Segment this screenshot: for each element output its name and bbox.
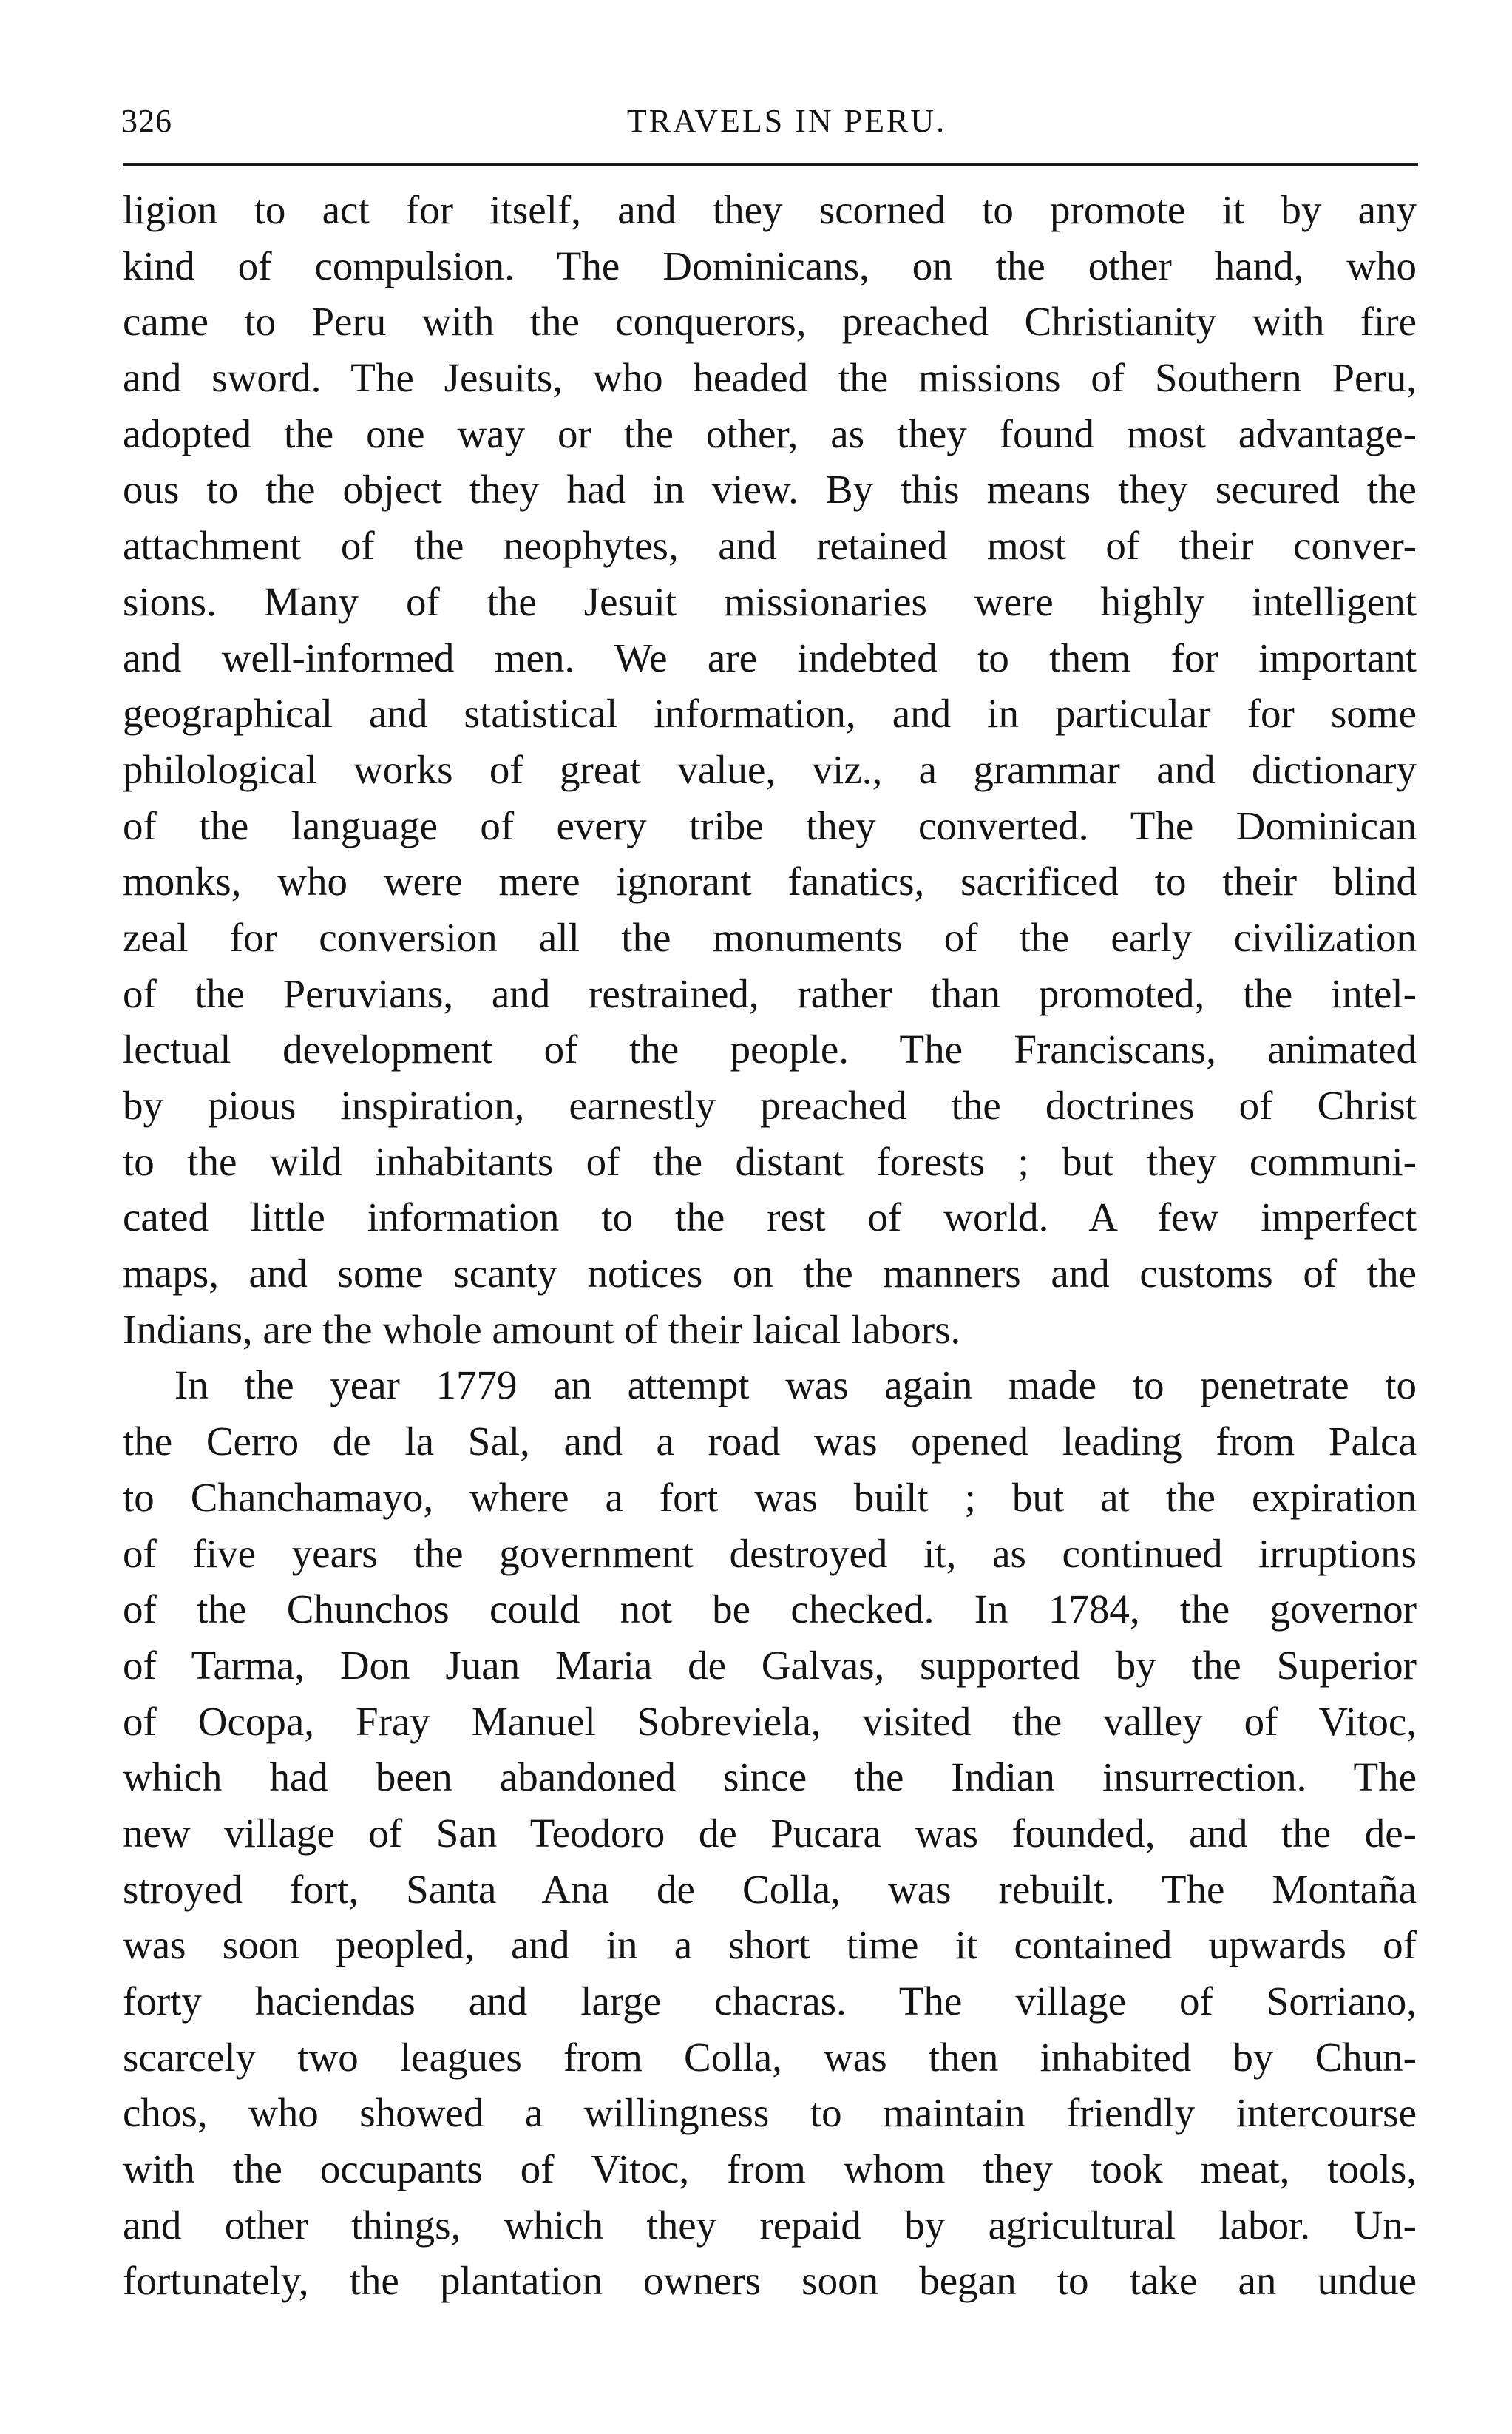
text-line: geographical and statistical information, and in particular for some — [123, 691, 1417, 737]
text-line: and well-informed men. We are indebted to them for important — [123, 635, 1417, 680]
paragraph-1 — [123, 182, 1417, 1357]
text-line: stroyed fort, Santa Ana de Colla, was rebuilt. The Montaña — [123, 1866, 1417, 1912]
text-line: with the occupants of Vitoc, from whom they took meat, tools, — [123, 2146, 1417, 2192]
text-line: came to Peru with the conquerors, preached Christianity with fire — [123, 299, 1417, 345]
text-line: chos, who showed a willingness to maintain friendly intercourse — [123, 2090, 1417, 2136]
header-rule — [123, 163, 1418, 166]
text-line: sions. Many of the Jesuit missionaries were highly intelligent — [123, 578, 1417, 624]
text-line: of the language of every tribe they converted. The Dominican — [123, 802, 1417, 848]
text-line: monks, who were mere ignorant fanatics, sacrificed to their blind — [123, 859, 1417, 905]
text-line: ous to the object they had in view. By this means they secured the — [123, 467, 1417, 513]
text-line: to Chanchamayo, where a fort was built ; but at the expiration — [123, 1474, 1417, 1520]
text-line: and other things, which they repaid by agricultural labor. Un- — [123, 2202, 1417, 2248]
text-line: was soon peopled, and in a short time it contained upwards of — [123, 1922, 1417, 1968]
text-line: of the Peruvians, and restrained, rather than promoted, the intel- — [123, 970, 1417, 1016]
text-line: scarcely two leagues from Colla, was then inhabited by Chun- — [123, 2034, 1417, 2080]
text-line: to the wild inhabitants of the distant forests ; but they communi- — [123, 1138, 1417, 1184]
text-line: adopted the one way or the other, as they found most advantage- — [123, 410, 1417, 456]
running-head — [121, 98, 1423, 145]
text-line: and sword. The Jesuits, who headed the missions of Southern Peru, — [123, 355, 1417, 401]
text-line: of Ocopa, Fray Manuel Sobreviela, visited the valley of Vitoc, — [123, 1698, 1417, 1744]
running-title: TRAVELS IN PERU. — [626, 103, 947, 139]
body-text — [123, 182, 1417, 2309]
text-line: the Cerro de la Sal, and a road was opened leading from Palca — [123, 1419, 1417, 1464]
text-line: cated little information to the rest of world. A few imperfect — [123, 1194, 1417, 1240]
text-line: of Tarma, Don Juan Maria de Galvas, supported by the Superior — [123, 1642, 1417, 1688]
text-line: attachment of the neophytes, and retained most of their conver- — [123, 523, 1417, 569]
text-line: kind of compulsion. The Dominicans, on the other hand, who — [123, 243, 1417, 288]
text-line: zeal for conversion all the monuments of the early civilization — [123, 914, 1417, 960]
text-line: In the year 1779 an attempt was again made to penetrate to — [174, 1362, 1417, 1408]
text-line: by pious inspiration, earnestly preached the doctrines of Christ — [123, 1083, 1417, 1128]
text-line: of five years the government destroyed it, as continued irruptions — [123, 1530, 1417, 1576]
text-line: philological works of great value, viz., a grammar and dictionary — [123, 746, 1417, 792]
text-line: of the Chunchos could not be checked. In 1784, the governor — [123, 1586, 1417, 1632]
text-line: Indians, are the whole amount of their laical labors. — [123, 1306, 961, 1352]
page-number: 326 — [121, 103, 172, 139]
text-line: which had been abandoned since the Indian insurrection. The — [123, 1754, 1417, 1800]
text-line: lectual development of the people. The Franciscans, animated — [123, 1027, 1417, 1072]
paragraph-2 — [123, 1357, 1417, 2309]
text-line: ligion to act for itself, and they scorned to promote it by any — [123, 187, 1417, 232]
text-line: maps, and some scanty notices on the manners and customs of the — [123, 1251, 1417, 1297]
text-line: fortunately, the plantation owners soon began to take an undue — [123, 2258, 1417, 2304]
text-line: forty haciendas and large chacras. The village of Sorriano, — [123, 1978, 1417, 2024]
text-line: new village of San Teodoro de Pucara was founded, and the de- — [123, 1810, 1417, 1856]
